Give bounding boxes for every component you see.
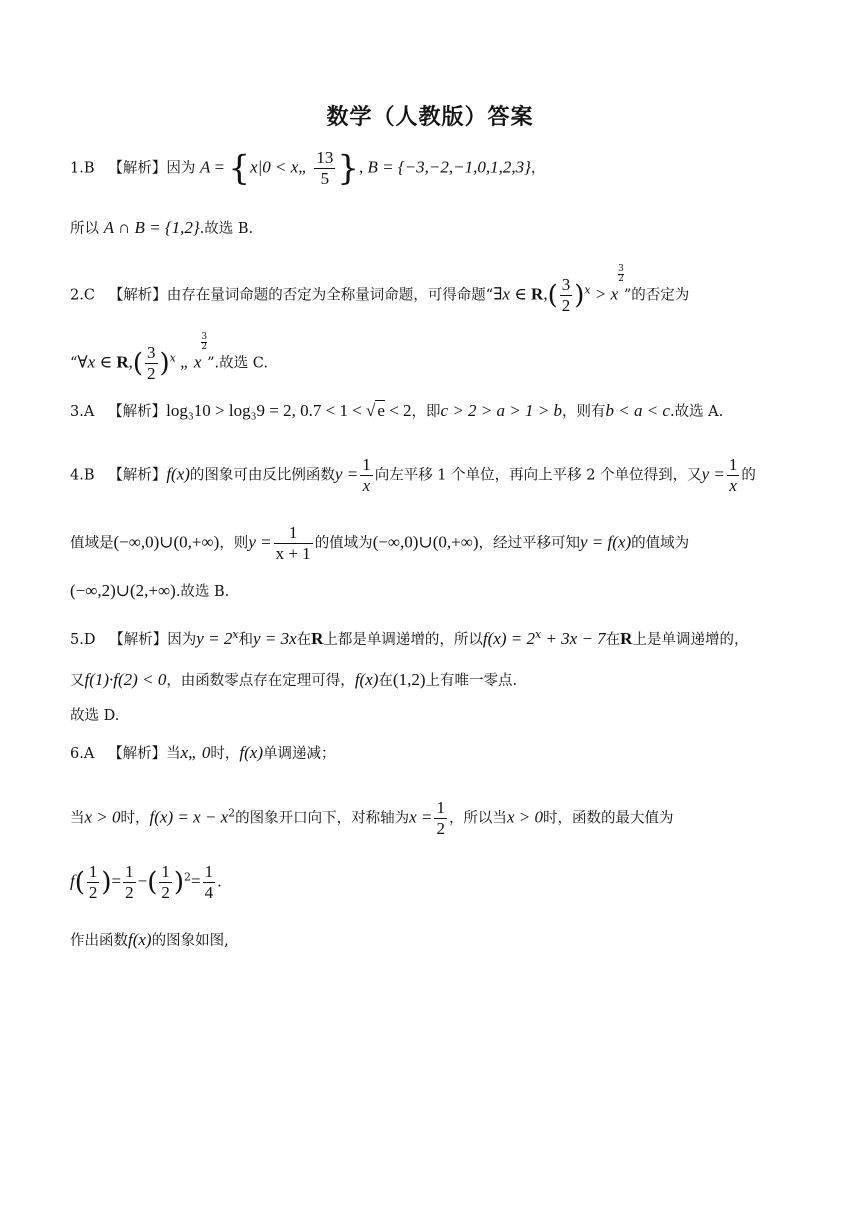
q1-number: 1.B: [70, 160, 95, 177]
page-title: 数学（人教版）答案: [326, 105, 534, 130]
q3-number: 3.A: [70, 404, 95, 420]
q1-intersection: A ∩ B = {1,2}: [103, 218, 200, 237]
q5-line-1: 5.D 【解析】因为$y = 2^x$和y = 3x在R上都是单调递增的，所以$f(x) = 2^x + 3x - 7$在R上是单调递增的，: [70, 628, 749, 648]
q2-number: 2.C: [70, 287, 95, 304]
q2-line-2: “∀x ∈ R,( $\frac{3}{2}$ )$^x$ „ x $\frac{3}{2}$ ”.故选 C.: [70, 332, 268, 383]
q6-line-4: 作出函数f(x)的图象如图,: [70, 930, 229, 949]
q4-line-3: (−∞,2)∪(2,+∞).故选 B.: [70, 581, 230, 600]
q4-line-2: 值域是(−∞,0)∪(0,+∞)，则y = $\frac{1}{x + 1}$ 的值域为(−∞,0)∪(0,+∞)，经过平移可知y = f(x)的值域为: [70, 523, 690, 563]
q6-line-1: 6.A 【解析】当x„ 0时，f(x)单调递减；: [70, 743, 336, 762]
q2-line-1: 2.C 【解析】由存在量词命题的否定为全称量词命题，可得命题“∃x ∈ R,( $\frac{3}{2}$ )$^x$ > x $\frac{3}{2}$ ”的否定为: [70, 264, 690, 315]
q1-label: 【解析】: [108, 160, 167, 177]
q1-line-1: 1.B 【解析】因为 A = {x|0 < x„ $\frac{13}{5}$ }, B = {−3,−2,−1,0,1,2,3}，: [70, 148, 546, 189]
q3-line-1: 3.A 【解析】log₃10 > log₃9 = 2, 0.7 < 1 < √ e < 2，即c > 2 > a > 1 > b，则有b < a < c.故选 A.: [70, 401, 724, 420]
q1-setA-cond: x|0 < x„: [250, 157, 308, 177]
q5-line-2: 又f(1)·f(2) < 0，由函数零点存在定理可得，f(x)在(1,2)上有唯一零点.: [70, 670, 518, 689]
q1-setB: B = {−3,−2,−1,0,1,2,3}: [367, 157, 531, 177]
q6-line-3: f( $\frac{1}{2}$ )= $\frac{1}{2}$ −( $\frac{1}{2}$ )$^2$= $\frac{1}{4}$ .: [70, 862, 222, 902]
q6-line-2: 当x > 0时，$f(x) = x - x^2$的图象开口向下，对称轴为x = $\frac{1}{2}$ ，所以当x > 0时，函数的最大值为: [70, 798, 674, 838]
q1-text: 因为: [166, 160, 196, 177]
q1-fraction: $\frac{13}{5}$: [316, 148, 334, 188]
q5-line-3: 故选 D.: [70, 708, 120, 724]
q4-number: 4.B: [70, 467, 95, 484]
q6-number: 6.A: [70, 746, 95, 762]
q5-number: 5.D: [70, 631, 96, 648]
q1-setA-lhs: A: [199, 157, 211, 177]
q1-line-2: 所以 A ∩ B = {1,2}.故选 B.: [70, 218, 254, 237]
q4-line-1: 4.B 【解析】f(x)的图象可由反比例函数y = $\frac{1}{x}$ 向左平移 1 个单位，再向上平移 2 个单位得到，又y = $\frac{1}{x}$ 的: [70, 455, 756, 495]
